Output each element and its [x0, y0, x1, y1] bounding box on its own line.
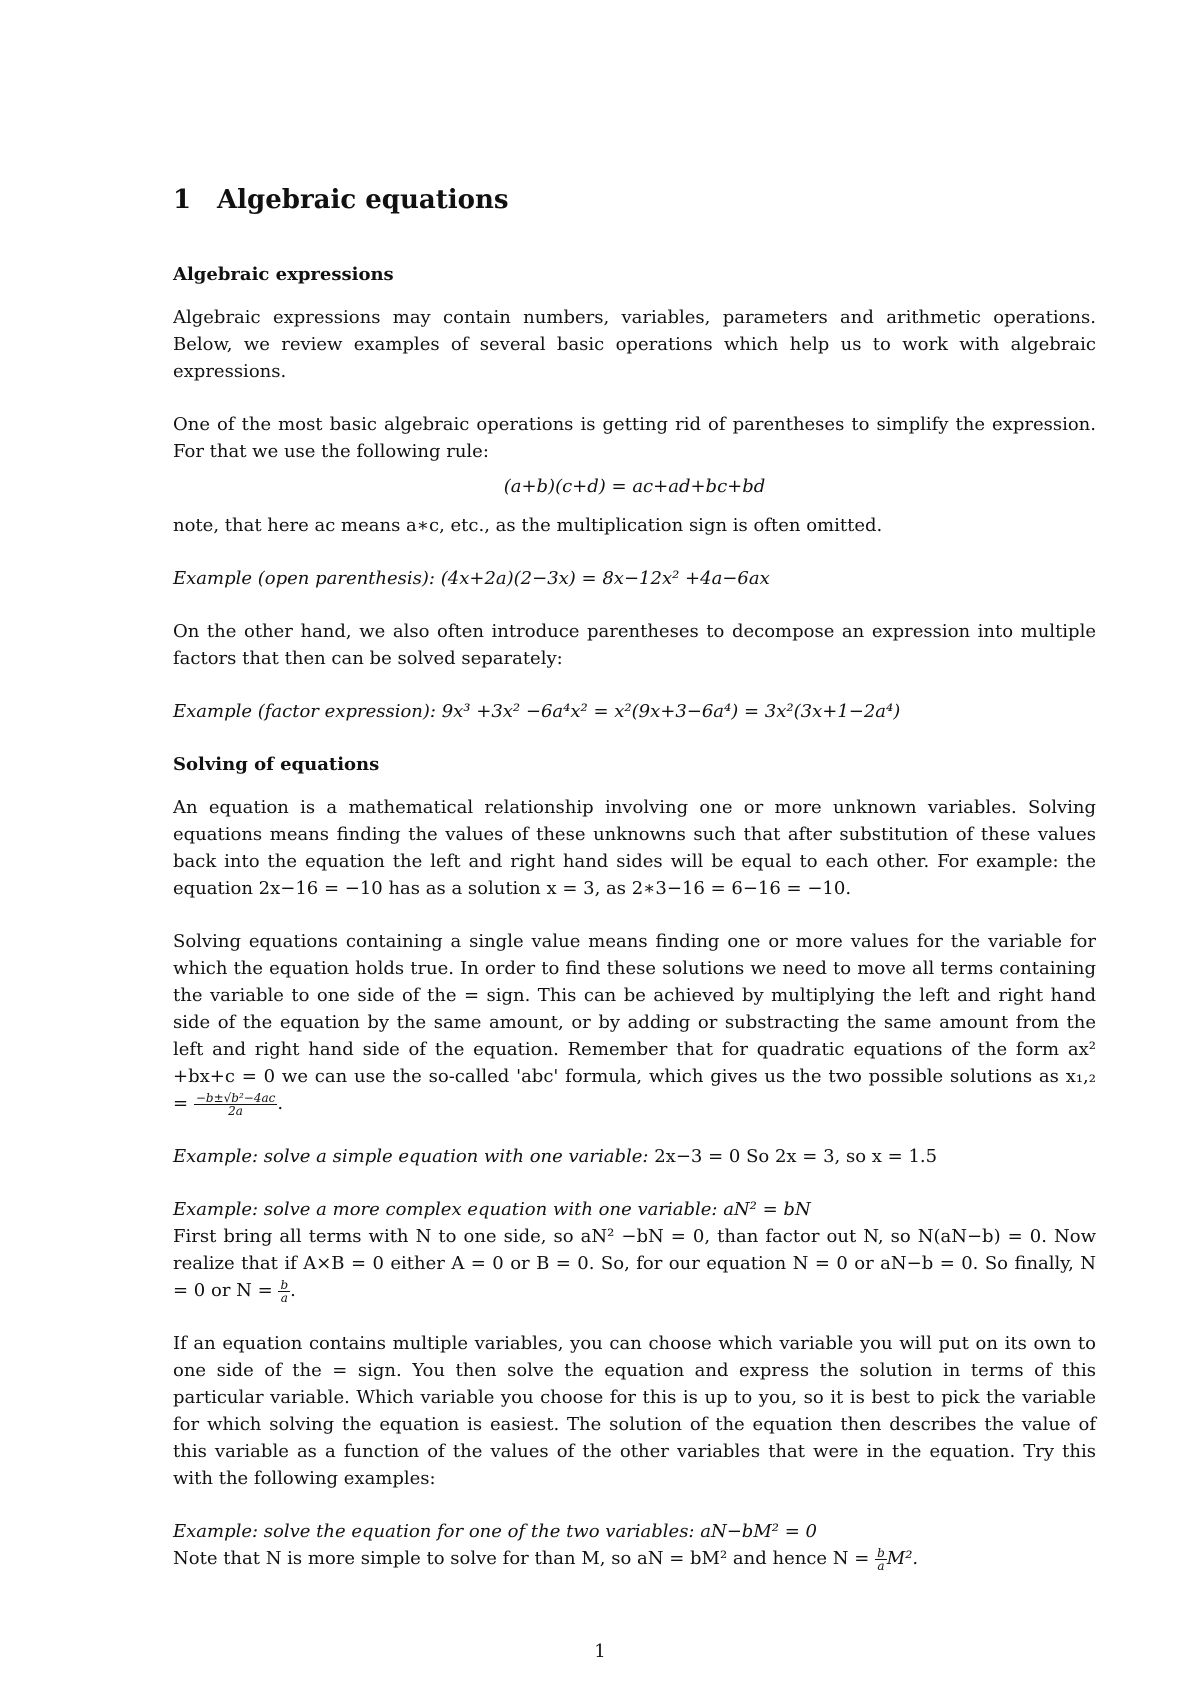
example-label: Example: solve the equation for one of the two variables:: [173, 1521, 695, 1542]
fraction-denominator: a: [877, 1558, 885, 1573]
example-complex-equation: [173, 1196, 1096, 1223]
example-label: Example (factor expression):: [173, 701, 436, 722]
page-number: 1: [594, 1641, 606, 1662]
abc-formula-fraction: [194, 1092, 278, 1117]
display-equation-rule: (a+b)(c+d) = ac+ad+bc+bd: [503, 476, 766, 497]
section-title: Algebraic equations: [217, 185, 509, 215]
example-two-variables: [173, 1518, 1096, 1545]
fraction-b-over-a: [875, 1547, 887, 1572]
fraction-denominator: 2a: [228, 1103, 243, 1118]
fraction-denominator: a: [280, 1290, 288, 1305]
example-expression: aN² = bN: [723, 1199, 811, 1220]
example-factor-expression: [173, 698, 1096, 725]
paragraph-text: Solving equations containing a single value means finding one or more values for the variable for which the equation holds true. In order to find these solutions we need to move all terms containing the variable to one side of the = sign. This can be achieved by multiplying the left and right hand side of the equation by the same amount, or by adding or substracting the same amount from the left and right hand side of the equation. Remember that for quadratic equations of the form ax² +bx+c = 0 we can use the so-called 'abc' formula, which gives us the two possible solutions as x₁,₂ =: [173, 931, 1096, 1114]
example-solution: 2x−3 = 0 So 2x = 3, so x = 1.5: [654, 1146, 938, 1167]
example-solution: Note that N is more simple to solve for than M, so aN = bM² and hence N =: [173, 1548, 870, 1569]
subheading-solving-equations: Solving of equations: [173, 754, 380, 775]
paragraph-multiple-variables: If an equation contains multiple variables, you can choose which variable you will put on its own to one side of the = sign. You then solve the equation and express the solution in terms of this particular variable. Which variable you choose for this is up to you, so it is best to pick the variable for which solving the equation is easiest. The solution of the equation then describes the value of this variable as a function of the values of the other variables that were in the equation. Try this with the following examples:: [173, 1333, 1096, 1489]
paragraph-parenthesis: One of the most basic algebraic operations is getting rid of parentheses to simplify the expression. For that we use the following rule:: [173, 414, 1096, 462]
subheading-algebraic-expressions: Algebraic expressions: [173, 264, 394, 285]
section-heading: [173, 183, 1096, 217]
example-solution: First bring all terms with N to one side, so aN² −bN = 0, than factor out N, so N(aN−b) = 0. Now realize that if A×B = 0 either A = 0 or B = 0. So, for our equation N = 0 or aN−b = 0. So finally, N = 0 or N =: [173, 1226, 1096, 1301]
section-number: 1: [173, 185, 192, 215]
example-expression: aN−bM² = 0: [700, 1521, 817, 1542]
fraction-b-over-a: [278, 1279, 290, 1304]
example-label: Example (open parenthesis):: [173, 568, 435, 589]
example-label: Example: solve a simple equation with one variable:: [173, 1146, 649, 1167]
example-label: Example: solve a more complex equation with one variable:: [173, 1199, 718, 1220]
example-solution-tail: M².: [886, 1548, 919, 1569]
example-two-variables-solution: [173, 1545, 1096, 1572]
example-expression: (4x+2a)(2−3x) = 8x−12x² +4a−6ax: [440, 568, 770, 589]
fraction-numerator: b: [280, 1277, 289, 1292]
paragraph-intro: Algebraic expressions may contain numbers, variables, parameters and arithmetic operations. Below, we review examples of several basic operations which help us to work with algebraic expressions.: [173, 307, 1096, 382]
paragraph-note: note, that here ac means a∗c, etc., as the multiplication sign is often omitted.: [173, 515, 883, 536]
example-open-parenthesis: [173, 565, 1096, 592]
paragraph-equation-definition: An equation is a mathematical relationship involving one or more unknown variables. Solving equations means finding the values of these unknowns such that after substitution of these values back into the equation the left and right hand sides will be equal to each other. For example: the equation 2x−16 = −10 has as a solution x = 3, as 2∗3−16 = 6−16 = −10.: [173, 797, 1096, 899]
example-complex-solution: First bring all terms with N to one side, so aN² −bN = 0, than factor out N, so N(aN−b) = 0. Now realize that if A×B = 0 either A = 0 or B = 0. So, for our equation N = 0 or aN−b = 0. So finally, N = 0 or N = $\frac{b}{a}$ .: [173, 1226, 1096, 1305]
fraction-numerator: b: [877, 1545, 885, 1560]
example-expression: 9x³ +3x² −6a⁴x² = x²(9x+3−6a⁴) = 3x²(3x+1−2a⁴): [441, 701, 901, 722]
paragraph-single-value: Solving equations containing a single value means finding one or more values for the variable for which the equation holds true. In order to find these solutions we need to move all terms containing the variable to one side of the = sign. This can be achieved by multiplying the left and right hand side of the equation by the same amount, or by adding or substracting the same amount from the left and right hand side of the equation. Remember that for quadratic equations of the form ax² +bx+c = 0 we can use the so-called 'abc' formula, which gives us the two possible solutions as x₁,₂ = $\frac{\text{−b±√b²−4ac}}{2a}$ .: [173, 931, 1096, 1118]
example-simple-equation: [173, 1143, 1096, 1170]
paragraph-factor: On the other hand, we also often introduce parentheses to decompose an expression into multiple factors that then can be solved separately:: [173, 621, 1096, 669]
fraction-numerator: −b±√b²−4ac: [195, 1090, 276, 1105]
page-content: [173, 183, 1096, 1598]
